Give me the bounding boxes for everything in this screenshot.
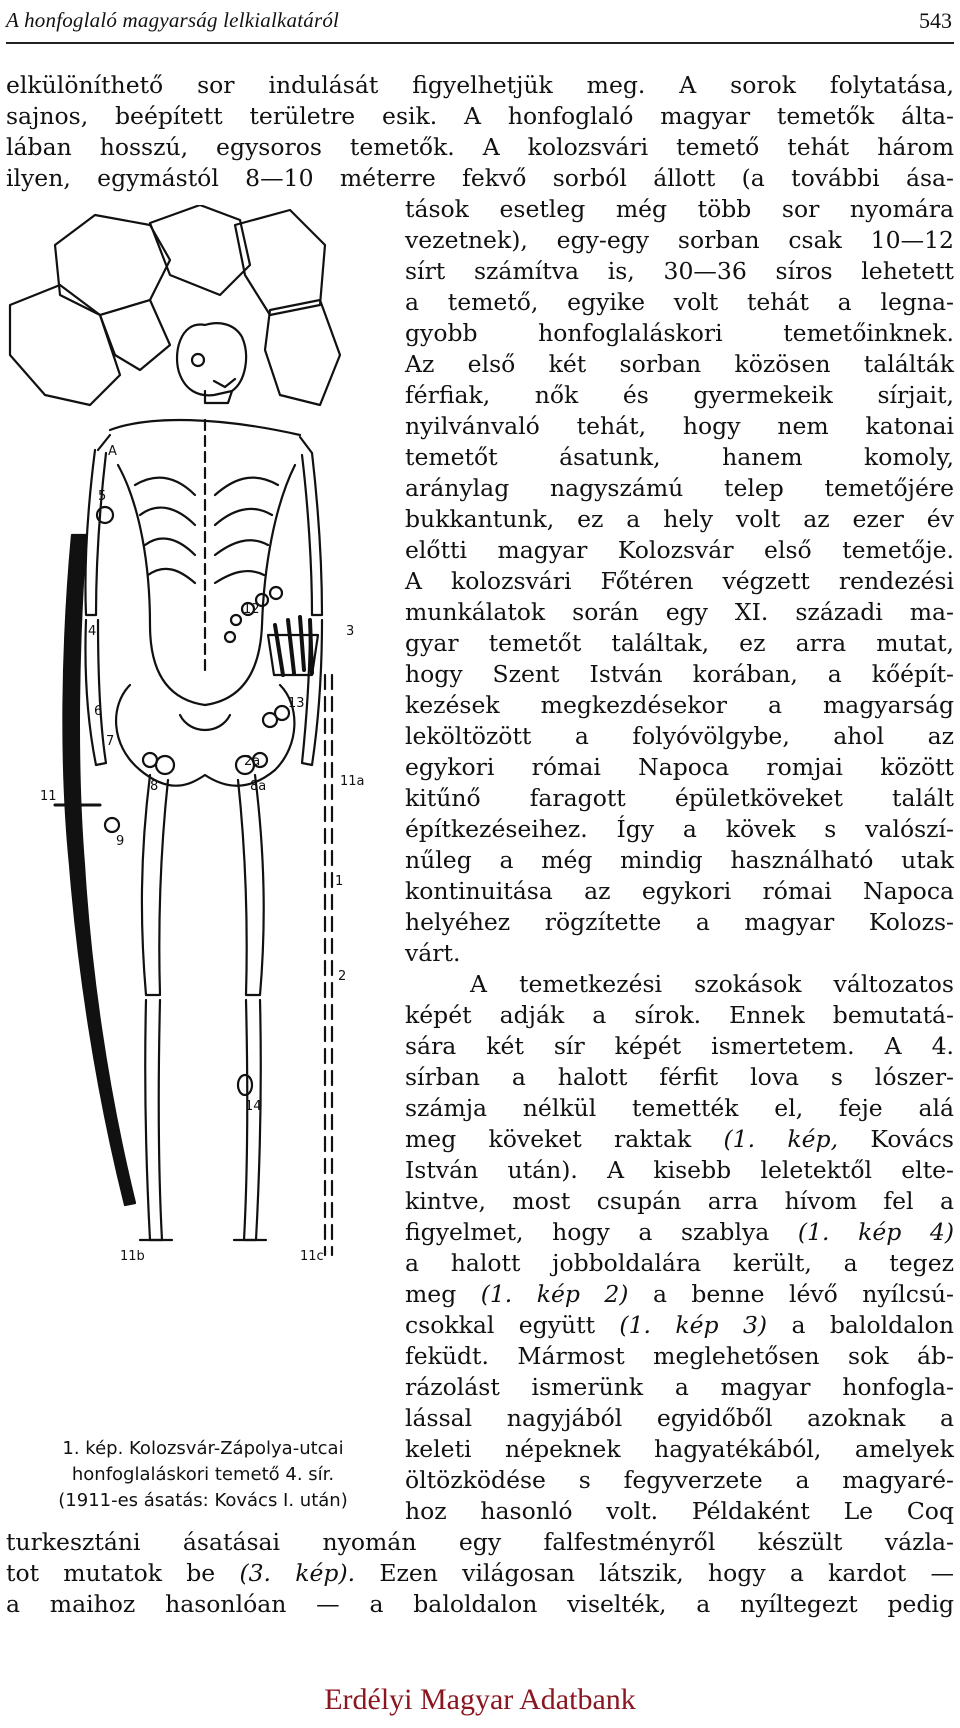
caption-line: 1. kép. Kolozsvár-Zápolya-utcai [62,1438,344,1459]
text-span: Ezen világosan látszik, hogy a kardot — [379,1559,954,1587]
figure-reference: (1. kép, [723,1125,839,1153]
figure-label: 2 [338,969,347,984]
body-line: keleti népeknek hagyatékából, amelyek [405,1435,954,1463]
caption-line: (1911-es ásatás: Kovács I. után) [58,1490,348,1511]
body-line-mixed [6,1558,954,1589]
figure-reference: (1. kép 3) [619,1311,768,1339]
figure-label: 5 [98,489,107,504]
body-line: a maihoz hasonlóan — a baloldalon viselték, a nyíltegezt pedig [6,1590,954,1618]
body-line: elkülöníthető sor indulását figyelhetjük meg. A sorok folytatása, [6,71,954,99]
body-line: előtti magyar Kolozsvár első temetője. [405,536,954,564]
body-line: sírt számítva is, 30—36 síros lehetett [405,257,954,285]
body-line: sajnos, beépített területre esik. A honfoglaló magyar temetők álta- [6,102,954,130]
body-line-mixed [405,1279,954,1310]
page-number: 543 [919,8,952,33]
body-line: képét adják a sírok. Ennek bemutatá- [405,1001,954,1029]
figure-label: 14 [245,1099,262,1114]
body-line: bukkantunk, ez a hely volt az ezer év [405,505,954,533]
pelvis-drawing [116,685,294,786]
figure-label: 6 [94,704,103,719]
body-line: kitűnő faragott épületköveket talált [405,784,954,812]
figure-label: 7 [106,734,115,749]
text-span: Kovács [870,1125,954,1153]
figure-label: 11b [120,1249,145,1264]
body-line: tások esetleg még több sor nyomára [405,195,954,223]
figure-reference: (3. kép). [239,1559,356,1587]
body-line: munkálatok során egy XI. századi ma- [405,598,954,626]
text-span: a baloldalon [791,1311,954,1339]
body-line: vezetnek), egy-egy sorban csak 10—12 [405,226,954,254]
body-line: építkezéseihez. Így a kövek s valószí- [405,815,954,843]
footer-watermark: Erdélyi Magyar Adatbank [324,1683,636,1716]
body-line: várt. [405,939,461,967]
figure-label: 11a [340,774,365,789]
body-line: sírban a halott férfit lova s lószer- [405,1063,954,1091]
body-line: gyobb honfoglaláskori temetőinknek. [405,319,954,347]
body-line: hogy Szent István korában, a kőépít- [405,660,954,688]
figure-reference: (1. kép 4) [797,1218,954,1246]
figure-label: 8 [150,779,159,794]
body-line: lással nagyjából egyidőből azoknak a [405,1404,954,1432]
body-line: A kolozsvári Főtéren végzett rendezési [405,567,954,595]
text-span: a benne lévő nyílcsú- [652,1280,954,1308]
body-line: férfiak, nők és gyermekeik sírjait, [405,381,954,409]
figure-label: 2a [244,754,261,769]
text-span: figyelmet, hogy a szablya [405,1218,770,1246]
figure-reference: (1. kép 2) [480,1280,629,1308]
figure-label: 1 [335,874,344,889]
body-line: kezések megkezdésekor a magyarság [405,691,954,719]
figure-label: 11c [300,1249,324,1264]
body-line-mixed [405,1217,954,1248]
text-span: meg köveket raktak [405,1125,692,1153]
quiver-drawing [268,617,332,1255]
body-line: kontinuitása az egykori római Napoca [405,877,954,905]
figure-label: 3 [346,624,355,639]
leg-bones-drawing [140,775,266,1240]
running-title: A honfoglaló magyarság lelkialkatáról [6,8,340,32]
body-line: egykori római Napoca romjai között [405,753,954,781]
text-span: csokkal együtt [405,1311,596,1339]
stones-drawing [10,205,340,405]
body-line: a halott jobboldalára került, a tegez [405,1249,954,1277]
body-line: aránylag nagyszámú telep temetőjére [405,474,954,502]
figure-label: 8a [250,779,267,794]
body-line: rázolást ismerünk a magyar honfogla- [405,1373,954,1401]
body-line: temetőt ásatunk, hanem komoly, [405,443,954,471]
body-line: gyar temetőt találtak, ez arra mutat, [405,629,954,657]
body-line: számja nélkül temették el, feje alá [405,1094,954,1122]
figure-caption [4,1436,402,1514]
figure-label: 9 [116,834,125,849]
body-line: a temető, egyike volt tehát a legna- [405,288,954,316]
body-line: feküdt. Mármost meglehetősen sok áb- [405,1342,954,1370]
body-line: István után). A kisebb leletektől elte- [405,1156,954,1184]
body-line: ilyen, egymástól 8—10 méterre fekvő sorból állott (a további ása- [6,164,954,192]
body-line: hoz hasonló volt. Példaként Le Coq [405,1497,954,1525]
body-line-mixed [405,1124,954,1155]
body-line: A temetkezési szokások változatos [470,970,954,998]
body-line: öltözködése s fegyverzete a magyaré- [405,1466,954,1494]
body-line: helyéhez rögzítette a magyar Kolozs- [405,908,954,936]
figure-label: 11 [40,789,57,804]
grave-skeleton-figure [0,205,400,1430]
body-line: Az első két sorban közösen találták [405,350,954,378]
text-span: tot mutatok be [6,1559,216,1587]
body-line: turkesztáni ásatásai nyomán egy falfestményről készült vázla- [6,1528,954,1556]
body-line-mixed [405,1310,954,1341]
body-line: lában hosszú, egysoros temetők. A kolozsvári temető tehát három [6,133,954,161]
body-line: nyilvánvaló tehát, hogy nem katonai [405,412,954,440]
body-line: nűleg a még mindig használható utak [405,846,954,874]
figure-label: 12 [243,602,260,617]
body-line: leköltözött a folyóvölgybe, ahol az [405,722,954,750]
caption-line: honfoglaláskori temető 4. sír. [71,1464,335,1485]
figure-label: A [108,444,117,459]
figure-label: 4 [88,624,97,639]
body-line: kintve, most csupán arra hívom fel a [405,1187,954,1215]
page-header [6,8,954,44]
text-span: meg [405,1280,457,1308]
body-line: sára két sír képét ismertetem. A 4. [405,1032,954,1060]
skull-drawing [177,323,246,403]
figure-label: 13 [288,696,305,711]
